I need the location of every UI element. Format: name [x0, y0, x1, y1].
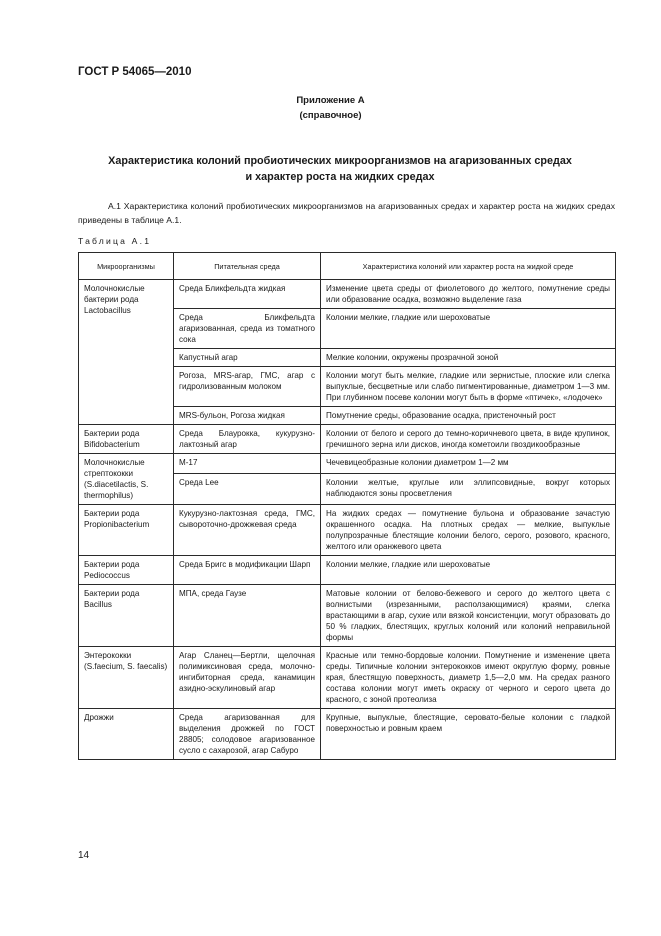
- description-cell: Колонии от белого и серого до темно-коричневого цвета, в виде крупинок, гречишного зерна или дисков, иногда кометоили гвоздикообразные: [321, 425, 616, 454]
- characteristics-table: [78, 252, 616, 760]
- medium-cell: Среда Блаурокка, кукурузно-лактозный агар: [174, 425, 321, 454]
- table-row: [79, 505, 616, 556]
- table-row: [79, 647, 616, 709]
- description-cell: Колонии могут быть мелкие, гладкие или зернистые, плоские или слегка выпуклые, бесцветные или слабо пигментированные, диаметром 1—3 мм. При глубинном посеве колонии могут быть в форме «птичек», «лодочек»: [321, 367, 616, 407]
- appendix-subtitle: (справочное): [299, 110, 362, 121]
- table-row: [79, 556, 616, 585]
- header-medium: Питательная среда: [174, 253, 321, 280]
- medium-cell: Среда Lee: [174, 473, 321, 504]
- section-title: [60, 153, 620, 185]
- organism-cell: Молочнокислые бактерии рода Lactobacillus: [79, 280, 174, 425]
- table-row: [79, 280, 616, 309]
- organism-cell: Дрожжи: [79, 709, 174, 760]
- medium-cell: Среда Бригс в модификации Шарп: [174, 556, 321, 585]
- description-cell: Изменение цвета среды от фиолетового до желтого, помутнение среды или образование осадка, возможно выделение газа: [321, 280, 616, 309]
- document-code: ГОСТ Р 54065—2010: [78, 66, 192, 78]
- medium-cell: MRS-бульон, Рогоза жидкая: [174, 407, 321, 425]
- description-cell: На жидких средах — помутнение бульона и образование зачастую окрашенного осадка. На плотных средах — мелкие, выпуклые полупрозрачные блестящие колонии белого, серого, розового, красного, желтого или оранжевого цвета: [321, 505, 616, 556]
- medium-cell: Среда Бликфельдта агаризованная, среда из томатного сока: [174, 309, 321, 349]
- table-row: [79, 709, 616, 760]
- table-header-row: [79, 253, 616, 280]
- medium-cell: Кукурузно-лактозная среда, ГМС, сывороточно-дрожжевая среда: [174, 505, 321, 556]
- description-cell: Мелкие колонии, окружены прозрачной зоной: [321, 349, 616, 367]
- description-cell: Колонии мелкие, гладкие или шероховатые: [321, 556, 616, 585]
- description-cell: Колонии желтые, круглые или эллипсовидные, вокруг которых наблюдаются зоны просветления: [321, 473, 616, 504]
- description-cell: Крупные, выпуклые, блестящие, серовато-белые колонии с гладкой поверхностью и ровным краем: [321, 709, 616, 760]
- organism-cell: Бактерии рода Bifidobacterium: [79, 425, 174, 454]
- medium-cell: Среда Бликфельдта жидкая: [174, 280, 321, 309]
- medium-cell: МПА, среда Гаузе: [174, 585, 321, 647]
- appendix-title: Приложение А: [296, 95, 365, 106]
- description-cell: Красные или темно-бордовые колонии. Помутнение и изменение цвета среды. Типичные колонии энтерококков имеют округлую форму, ровные края, блестящую поверхность, диаметр 1,5—2,0 мм. На средах разного состава колонии могут иметь окраску от черного и серого цвета до красного, с зоной протеолиза: [321, 647, 616, 709]
- medium-cell: Агар Сланец—Бертли, щелочная полимиксиновая среда, молочно-ингибиторная среда, канамицин азидно-эскулиновый агар: [174, 647, 321, 709]
- medium-cell: М-17: [174, 454, 321, 474]
- table-row: [79, 454, 616, 474]
- description-cell: Чечевицеобразные колонии диаметром 1—2 мм: [321, 454, 616, 474]
- medium-cell: Капустный агар: [174, 349, 321, 367]
- section-title-line-1: Характеристика колоний пробиотических микроорганизмов на агаризованных средах: [108, 155, 572, 167]
- organism-cell: Бактерии рода Pediococcus: [79, 556, 174, 585]
- description-cell: Колонии мелкие, гладкие или шероховатые: [321, 309, 616, 349]
- header-microorganisms: Микроорганизмы: [79, 253, 174, 280]
- medium-cell: Рогоза, MRS-агар, ГМС, агар с гидролизованным молоком: [174, 367, 321, 407]
- organism-cell: Бактерии рода Bacillus: [79, 585, 174, 647]
- table-row: [79, 585, 616, 647]
- organism-cell: Молочнокислые стрептококки (S.diacetilactis, S. thermophilus): [79, 454, 174, 505]
- page-number: 14: [78, 850, 90, 861]
- table-row: [79, 425, 616, 454]
- medium-cell: Среда агаризованная для выделения дрожжей по ГОСТ 28805; солодовое агаризованное сусло с сахарозой, агар Сабуро: [174, 709, 321, 760]
- organism-cell: Бактерии рода Propionibacterium: [79, 505, 174, 556]
- organism-cell: Энтерококки (S.faecium, S. faecalis): [79, 647, 174, 709]
- intro-paragraph: А.1 Характеристика колоний пробиотических микроорганизмов на агаризованных средах и характер роста на жидких средах приведены в таблице А.1.: [78, 201, 615, 225]
- description-cell: Матовые колонии от белово-бежевого и серого до желтого цвета с волнистыми (изрезанными, расползающимися) краями, слегка врастающими в агар, сухие или вязкой консистенции, могут образовать до 50 % гладких, блестящих, круглых колоний или колоний неправильной формы: [321, 585, 616, 647]
- section-title-line-2: и характер роста на жидких средах: [245, 171, 435, 183]
- table-caption: Таблица А.1: [78, 236, 152, 246]
- description-cell: Помутнение среды, образование осадка, пристеночный рост: [321, 407, 616, 425]
- header-characteristics: Характеристика колоний или характер роста на жидкой среде: [321, 253, 616, 280]
